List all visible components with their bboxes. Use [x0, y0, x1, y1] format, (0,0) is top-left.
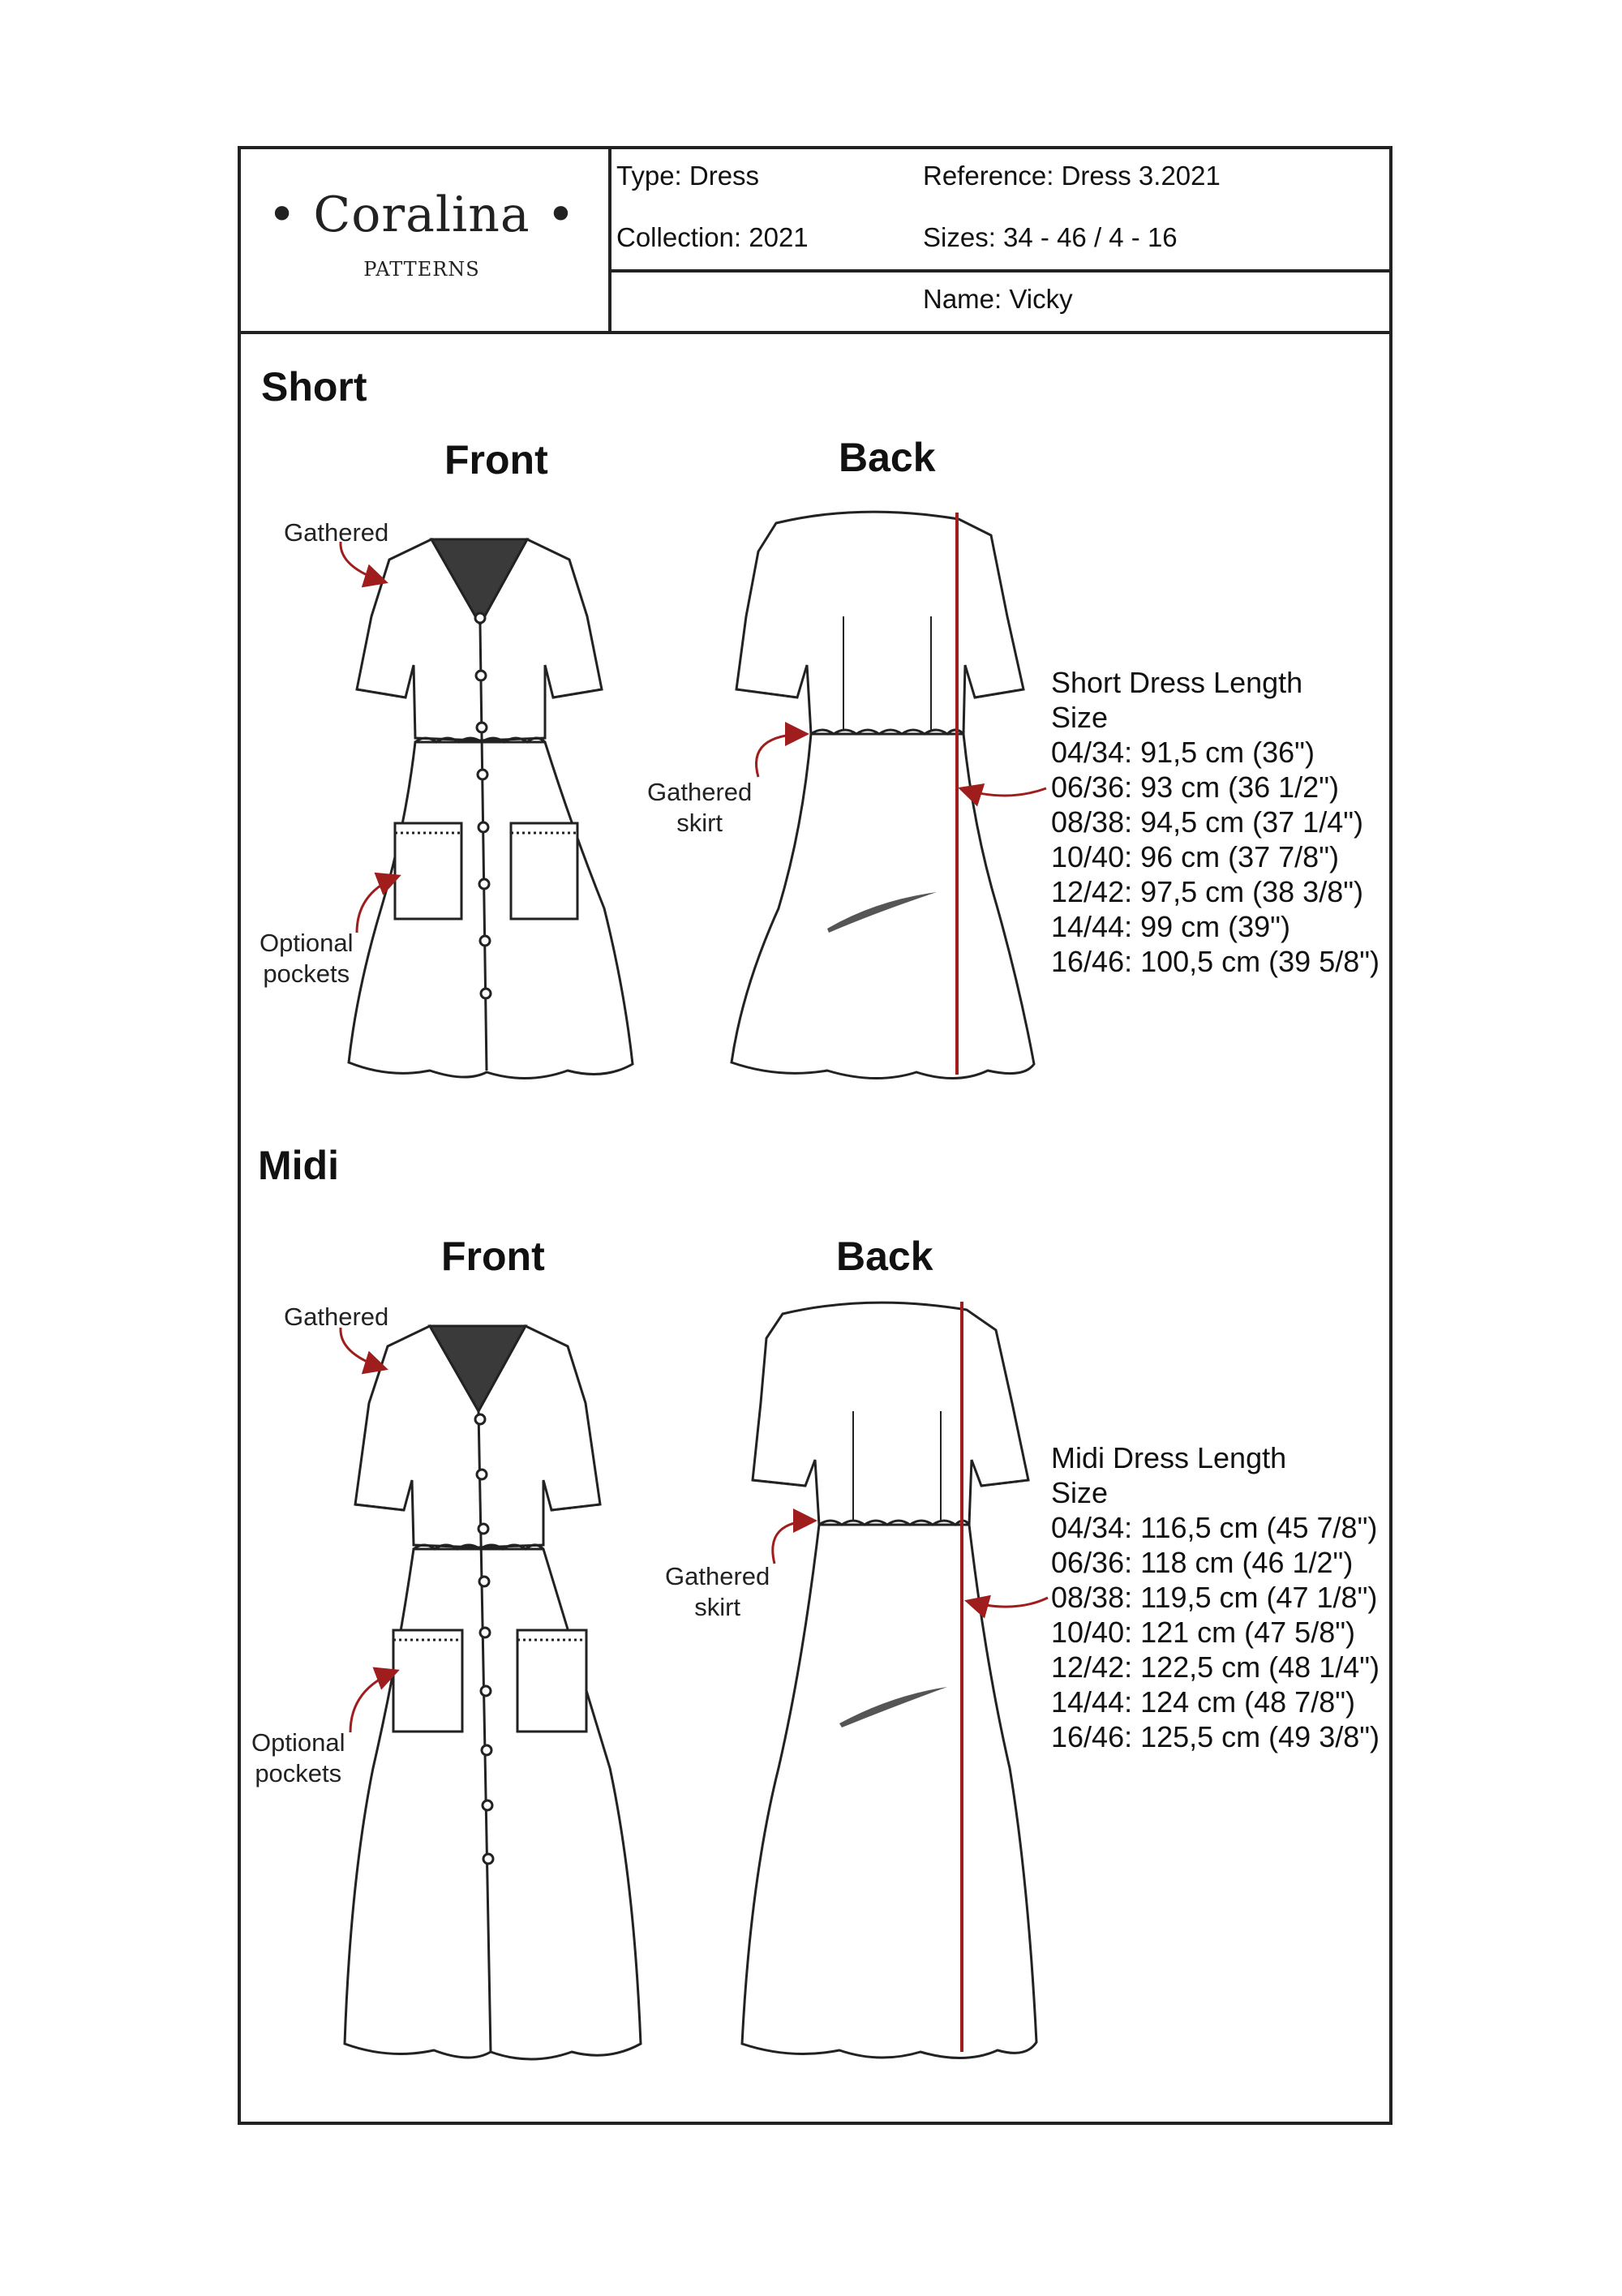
short-length-arrow [960, 788, 1046, 796]
short-gathered-callout: Gathered [284, 518, 389, 547]
short-front-title: Front [444, 437, 548, 483]
midi-gathered-callout: Gathered [284, 1302, 389, 1331]
short-skirt-arrow [757, 734, 808, 777]
short-back-title: Back [839, 435, 936, 480]
midi-back-dress-drawing [742, 1302, 1036, 2058]
short-length-title: Short Dress Length [1051, 666, 1303, 699]
collection-field: Collection: 2021 [616, 222, 809, 252]
midi-length-row: 14/44: 124 cm (48 7/8") [1051, 1685, 1355, 1719]
midi-length-title: Midi Dress Length [1051, 1441, 1287, 1474]
short-length-row: 16/46: 100,5 cm (39 5/8") [1051, 945, 1380, 978]
midi-front-title: Front [441, 1234, 545, 1279]
short-section-title: Short [261, 364, 367, 410]
reference-field: Reference: Dress 3.2021 [923, 161, 1221, 191]
short-front-dress-drawing [349, 539, 633, 1079]
short-length-row: 14/44: 99 cm (39") [1051, 910, 1290, 943]
short-gathered-arrow [341, 542, 386, 582]
short-pockets-callout-line1: Optional [260, 929, 354, 957]
name-field: Name: Vicky [923, 284, 1073, 314]
brand-name: • Coralina • [267, 187, 577, 243]
midi-pockets-callout-line2: pockets [255, 1759, 342, 1787]
midi-skirt-callout-line1: Gathered [665, 1562, 770, 1590]
short-size-label: Size [1051, 701, 1109, 734]
type-field: Type: Dress [616, 161, 760, 191]
midi-skirt-callout-line2: skirt [694, 1593, 741, 1621]
midi-gathered-arrow [341, 1328, 386, 1369]
midi-section-title: Midi [258, 1143, 339, 1188]
short-length-row: 06/36: 93 cm (36 1/2") [1051, 770, 1339, 804]
midi-length-row: 06/36: 118 cm (46 1/2") [1051, 1546, 1354, 1579]
short-length-row: 10/40: 96 cm (37 7/8") [1051, 840, 1339, 873]
short-skirt-callout-line2: skirt [676, 809, 723, 837]
midi-pockets-callout-line1: Optional [251, 1728, 345, 1757]
short-length-row: 08/38: 94,5 cm (37 1/4") [1051, 805, 1363, 839]
midi-front-dress-drawing [345, 1326, 641, 2059]
midi-back-title: Back [836, 1234, 933, 1279]
short-pockets-callout-line2: pockets [263, 959, 350, 988]
midi-skirt-arrow [773, 1521, 815, 1564]
short-length-row: 04/34: 91,5 cm (36") [1051, 736, 1315, 769]
midi-length-row: 12/42: 122,5 cm (48 1/4") [1051, 1650, 1380, 1684]
sizes-field: Sizes: 34 - 46 / 4 - 16 [923, 222, 1178, 252]
short-skirt-callout-line1: Gathered [647, 778, 753, 806]
short-length-row: 12/42: 97,5 cm (38 3/8") [1051, 875, 1363, 908]
midi-length-row: 16/46: 125,5 cm (49 3/8") [1051, 1720, 1380, 1753]
midi-length-row: 04/34: 116,5 cm (45 7/8") [1051, 1511, 1378, 1544]
midi-length-row: 08/38: 119,5 cm (47 1/8") [1051, 1581, 1378, 1614]
midi-size-label: Size [1051, 1476, 1109, 1509]
midi-length-row: 10/40: 121 cm (47 5/8") [1051, 1616, 1355, 1649]
brand-subtitle: PATTERNS [363, 258, 480, 281]
